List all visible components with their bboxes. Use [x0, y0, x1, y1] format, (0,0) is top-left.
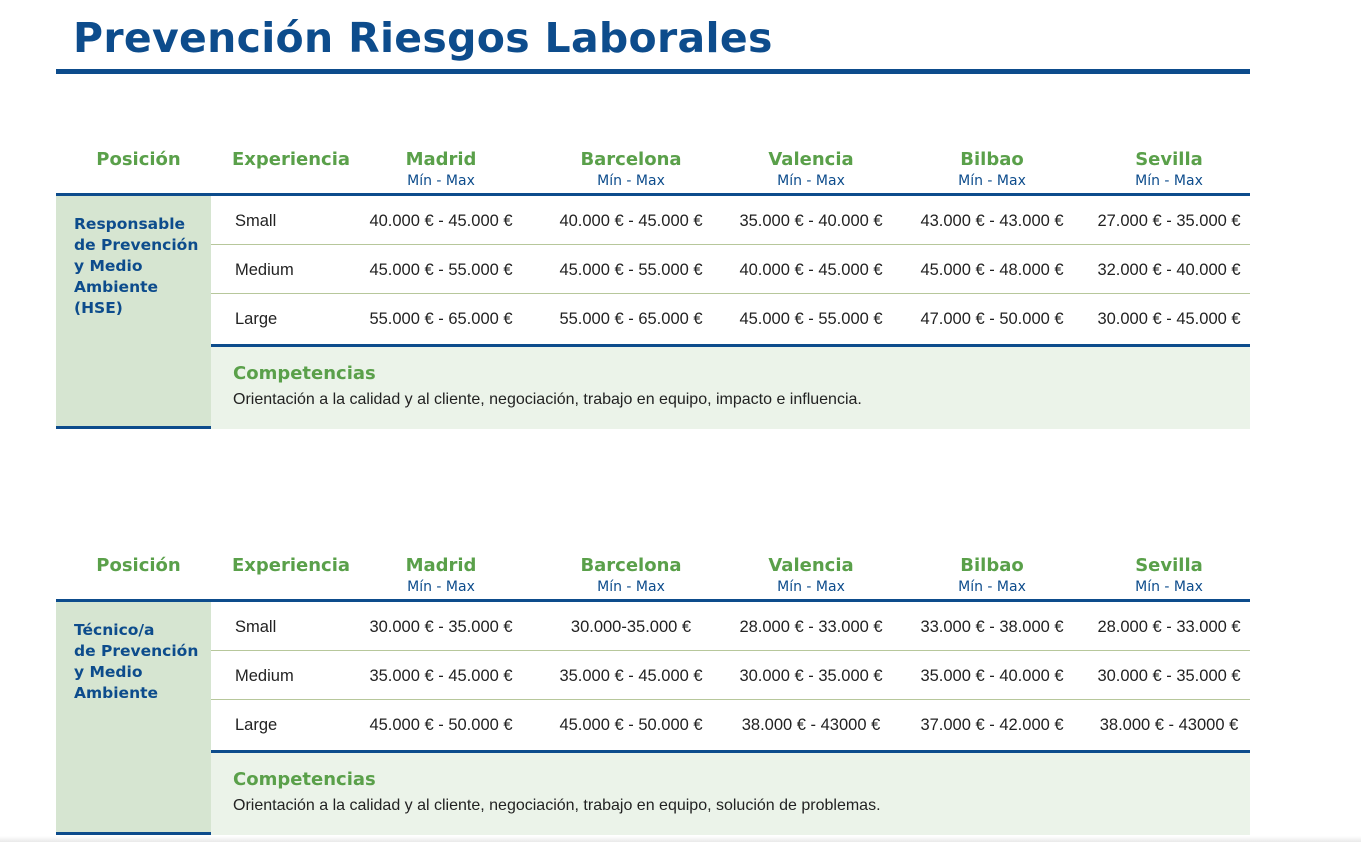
salary-cell: 55.000 € - 65.000 €	[369, 310, 513, 328]
salary-cell: 45.000 € - 48.000 €	[920, 261, 1064, 279]
salary-cell: 27.000 € - 35.000 €	[1097, 212, 1241, 230]
experience-cell: Small	[235, 212, 277, 230]
table-row	[211, 196, 1250, 245]
position-cell	[56, 196, 211, 426]
salary-cell: 28.000 € - 33.000 €	[739, 618, 883, 636]
page-bottom-edge	[0, 836, 1361, 842]
experience-cell: Large	[235, 716, 278, 734]
salary-table-hse	[56, 143, 1250, 429]
salary-cell: 38.000 € - 43000 €	[741, 716, 881, 734]
table-row	[211, 651, 1250, 700]
header-city-barcelona: Barcelona Mín - Max	[580, 149, 682, 189]
salary-cell: 45.000 € - 50.000 €	[369, 716, 513, 734]
salary-cell: 32.000 € - 40.000 €	[1097, 261, 1241, 279]
competencias-box	[211, 750, 1250, 835]
salary-cell: 35.000 € - 45.000 €	[369, 667, 513, 685]
salary-cell: 35.000 € - 40.000 €	[739, 212, 883, 230]
salary-cell: 30.000 € - 45.000 €	[1097, 310, 1241, 328]
competencias-title: Competencias	[233, 363, 376, 384]
competencias-title: Competencias	[233, 769, 376, 790]
experience-cell: Medium	[235, 667, 294, 685]
salary-cell: 30.000 € - 35.000 €	[369, 618, 513, 636]
salary-cell: 47.000 € - 50.000 €	[920, 310, 1064, 328]
salary-cell: 30.000-35.000 €	[570, 618, 692, 636]
header-experiencia: Experiencia	[231, 555, 351, 576]
header-city-madrid: Madrid Mín - Max	[405, 555, 477, 595]
header-city-sevilla: Sevilla Mín - Max	[1135, 555, 1203, 595]
table-row	[211, 700, 1250, 748]
header-city-bilbao: Bilbao Mín - Max	[958, 555, 1026, 595]
salary-cell: 40.000 € - 45.000 €	[559, 212, 703, 230]
competencias-text: Orientación a la calidad y al cliente, negociación, trabajo en equipo, impacto e influencia.	[233, 391, 862, 408]
header-city-madrid: Madrid Mín - Max	[405, 149, 477, 189]
header-posicion: Posición	[96, 149, 181, 170]
header-city-barcelona: Barcelona Mín - Max	[580, 555, 682, 595]
salary-cell: 35.000 € - 40.000 €	[920, 667, 1064, 685]
salary-cell: 28.000 € - 33.000 €	[1097, 618, 1241, 636]
salary-table-tecnico	[56, 549, 1250, 835]
salary-cell: 35.000 € - 45.000 €	[559, 667, 703, 685]
header-city-bilbao: Bilbao Mín - Max	[958, 149, 1026, 189]
competencias-box	[211, 344, 1250, 429]
experience-cell: Small	[235, 618, 277, 636]
salary-cell: 30.000 € - 35.000 €	[739, 667, 883, 685]
experience-cell: Medium	[235, 261, 294, 279]
salary-cell: 45.000 € - 55.000 €	[559, 261, 703, 279]
salary-cell: 37.000 € - 42.000 €	[920, 716, 1064, 734]
table-row	[211, 602, 1250, 651]
header-posicion: Posición	[96, 555, 181, 576]
header-experiencia: Experiencia	[231, 149, 351, 170]
salary-cell: 55.000 € - 65.000 €	[559, 310, 703, 328]
salary-cell: 43.000 € - 43.000 €	[920, 212, 1064, 230]
position-label: Técnico/a de Prevención y Medio Ambiente	[74, 621, 199, 702]
salary-cell: 45.000 € - 55.000 €	[369, 261, 513, 279]
salary-cell: 30.000 € - 35.000 €	[1097, 667, 1241, 685]
table-header	[56, 143, 1250, 193]
page-title: Prevención Riesgos Laborales	[73, 14, 773, 62]
table-body	[56, 602, 1250, 832]
salary-cell: 38.000 € - 43000 €	[1099, 716, 1239, 734]
title-divider	[56, 69, 1250, 74]
table-body	[56, 196, 1250, 426]
table-row	[211, 294, 1250, 342]
header-city-sevilla: Sevilla Mín - Max	[1135, 149, 1203, 189]
competencias-text: Orientación a la calidad y al cliente, negociación, trabajo en equipo, solución de problemas.	[233, 797, 881, 814]
position-cell	[56, 602, 211, 832]
position-label: Responsable de Prevención y Medio Ambiente (HSE)	[74, 215, 199, 317]
salary-cell: 45.000 € - 50.000 €	[559, 716, 703, 734]
table-row	[211, 245, 1250, 294]
salary-cell: 45.000 € - 55.000 €	[739, 310, 883, 328]
table-header	[56, 549, 1250, 599]
salary-cell: 40.000 € - 45.000 €	[739, 261, 883, 279]
header-city-valencia: Valencia Mín - Max	[768, 149, 854, 189]
salary-cell: 33.000 € - 38.000 €	[920, 618, 1064, 636]
header-city-valencia: Valencia Mín - Max	[768, 555, 854, 595]
salary-cell: 40.000 € - 45.000 €	[369, 212, 513, 230]
experience-cell: Large	[235, 310, 278, 328]
